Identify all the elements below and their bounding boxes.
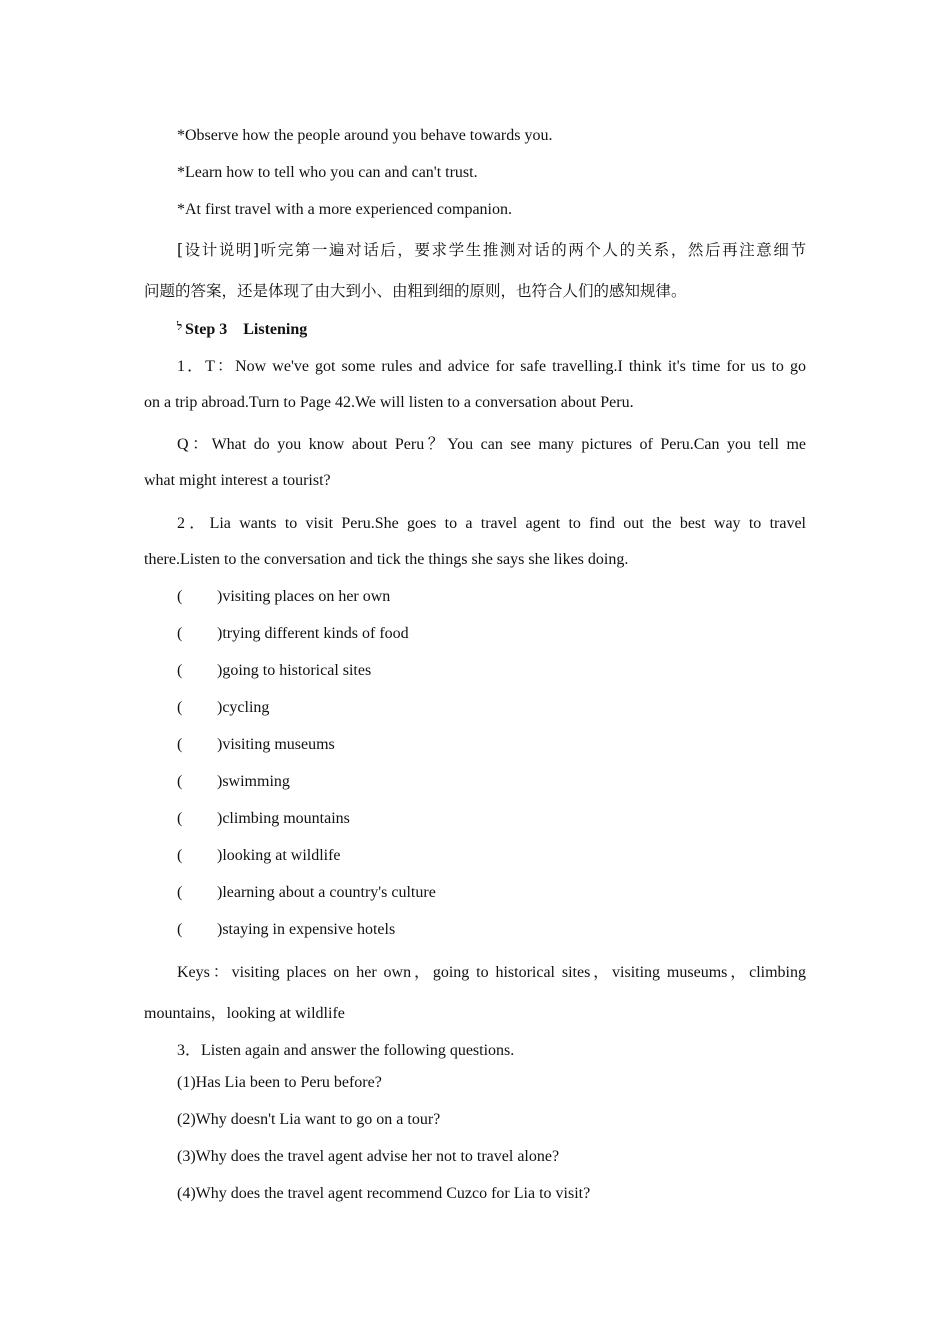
question-item: (1)Has Lia been to Peru before?	[177, 1074, 382, 1091]
question-line-2: what might interest a tourist?	[144, 472, 331, 489]
item-1-line-1: 1．T：Now we've got some rules and advice for safe travelling.I think it's time for us to go	[177, 358, 807, 375]
checklist-item: ( )visiting places on her own	[177, 588, 391, 605]
tick-blank[interactable]: (	[177, 810, 183, 827]
checklist-item: ( )going to historical sites	[177, 662, 372, 679]
checklist-item: ( )trying different kinds of food	[177, 625, 409, 642]
item-3: 3．Listen again and answer the following questions.	[177, 1042, 515, 1059]
design-note-line-2: 问题的答案，还是体现了由大到小、由粗到细的原则，也符合人们的感知规律。	[144, 282, 687, 300]
tip-trust: *Learn how to tell who you can and can't trust.	[177, 164, 478, 181]
tick-blank[interactable]: (	[177, 921, 183, 938]
step-marker: ל	[177, 321, 183, 333]
tick-blank[interactable]: (	[177, 699, 183, 716]
keys-line-1: Keys：visiting places on her own，going to historical sites，visiting museums，climbing	[177, 964, 807, 981]
tick-blank[interactable]: (	[177, 884, 183, 901]
checklist-item: ( )staying in expensive hotels	[177, 921, 396, 938]
tick-blank[interactable]: (	[177, 625, 183, 642]
tip-observe: *Observe how the people around you behave towards you.	[177, 127, 553, 144]
tip-companion: *At first travel with a more experienced companion.	[177, 201, 512, 218]
question-item: (3)Why does the travel agent advise her not to travel alone?	[177, 1148, 560, 1165]
question-item: (2)Why doesn't Lia want to go on a tour?	[177, 1111, 441, 1128]
tick-blank[interactable]: (	[177, 736, 183, 753]
checklist-item: ( )learning about a country's culture	[177, 884, 436, 901]
item-1-line-2: on a trip abroad.Turn to Page 42.We will listen to a conversation about Peru.	[144, 394, 634, 411]
item-2-line-1: 2．Lia wants to visit Peru.She goes to a travel agent to find out the best way to travel	[177, 515, 806, 532]
checklist-item: ( )visiting museums	[177, 736, 335, 753]
step-title: Step 3 Listening	[185, 321, 308, 338]
item-2-line-2: there.Listen to the conversation and tick the things she says she likes doing.	[144, 551, 629, 568]
tick-blank[interactable]: (	[177, 662, 183, 679]
checklist-item: ( )looking at wildlife	[177, 847, 341, 864]
design-note-line-1: [设计说明]听完第一遍对话后，要求学生推测对话的两个人的关系，然后再注意细节	[177, 241, 806, 259]
question-line-1: Q：What do you know about Peru？You can see many pictures of Peru.Can you tell me	[177, 436, 807, 453]
keys-line-2: mountains，looking at wildlife	[144, 1005, 345, 1022]
question-item: (4)Why does the travel agent recommend Cuzco for Lia to visit?	[177, 1185, 591, 1202]
tick-blank[interactable]: (	[177, 588, 183, 605]
tick-blank[interactable]: (	[177, 847, 183, 864]
step-heading	[177, 316, 806, 339]
checklist-item: ( )cycling	[177, 699, 270, 716]
checklist-item: ( )climbing mountains	[177, 810, 350, 827]
tick-blank[interactable]: (	[177, 773, 183, 790]
checklist-item: ( )swimming	[177, 773, 290, 790]
